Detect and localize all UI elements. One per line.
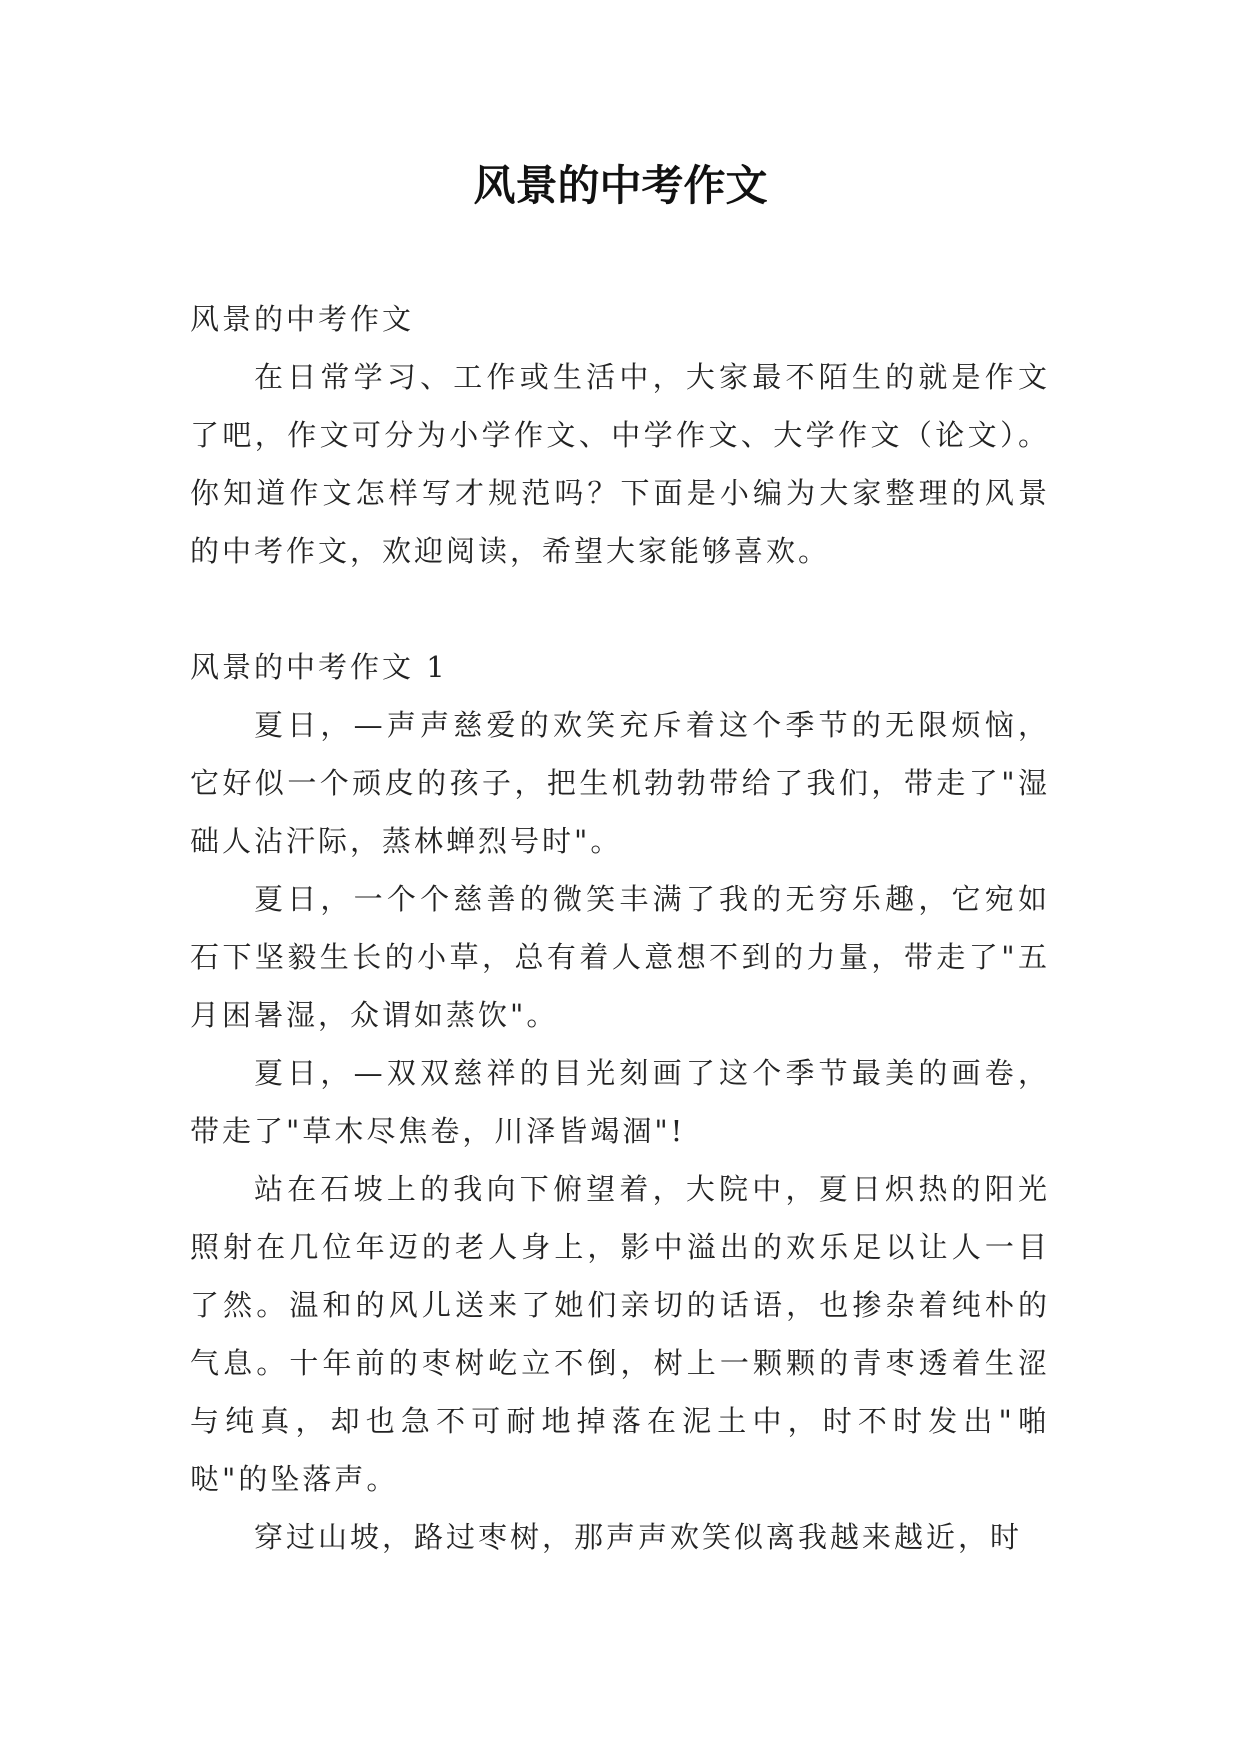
document-body — [190, 290, 1050, 1566]
body-paragraph: 站在石坡上的我向下俯望着，大院中，夏日炽热的阳光照射在几位年迈的老人身上，影中溢出的欢乐足以让人一目了然。温和的风儿送来了她们亲切的话语，也掺杂着纯朴的气息。十年前的枣树屹立不倒，树上一颗颗的青枣透着生涩与纯真，却也急不可耐地掉落在泥土中，时不时发出"啪哒"的坠落声。 — [190, 1172, 1050, 1496]
document-title: 风景的中考作文 — [473, 161, 768, 210]
section-heading: 风景的中考作文 1 — [190, 650, 448, 684]
body-paragraph: 夏日，—双双慈祥的目光刻画了这个季节最美的画卷，带走了"草木尽焦卷，川泽皆竭涸"! — [190, 1056, 1050, 1148]
subtitle: 风景的中考作文 — [190, 302, 415, 336]
body-paragraph: 夏日，—声声慈爱的欢笑充斥着这个季节的无限烦恼，它好似一个顽皮的孩子，把生机勃勃带给了我们，带走了"湿础人沾汗际，蒸林蝉烈号时"。 — [190, 708, 1050, 858]
body-paragraph: 穿过山坡，路过枣树，那声声欢笑似离我越来越近，时 — [254, 1520, 1023, 1554]
intro-paragraph: 在日常学习、工作或生活中，大家最不陌生的就是作文了吧，作文可分为小学作文、中学作文、大学作文（论文）。你知道作文怎样写才规范吗？下面是小编为大家整理的风景的中考作文，欢迎阅读，希望大家能够喜欢。 — [190, 360, 1050, 568]
body-paragraph: 夏日，一个个慈善的微笑丰满了我的无穷乐趣，它宛如石下坚毅生长的小草，总有着人意想不到的力量，带走了"五月困暑湿，众谓如蒸饮"。 — [190, 882, 1050, 1032]
section-gap — [190, 580, 1050, 638]
